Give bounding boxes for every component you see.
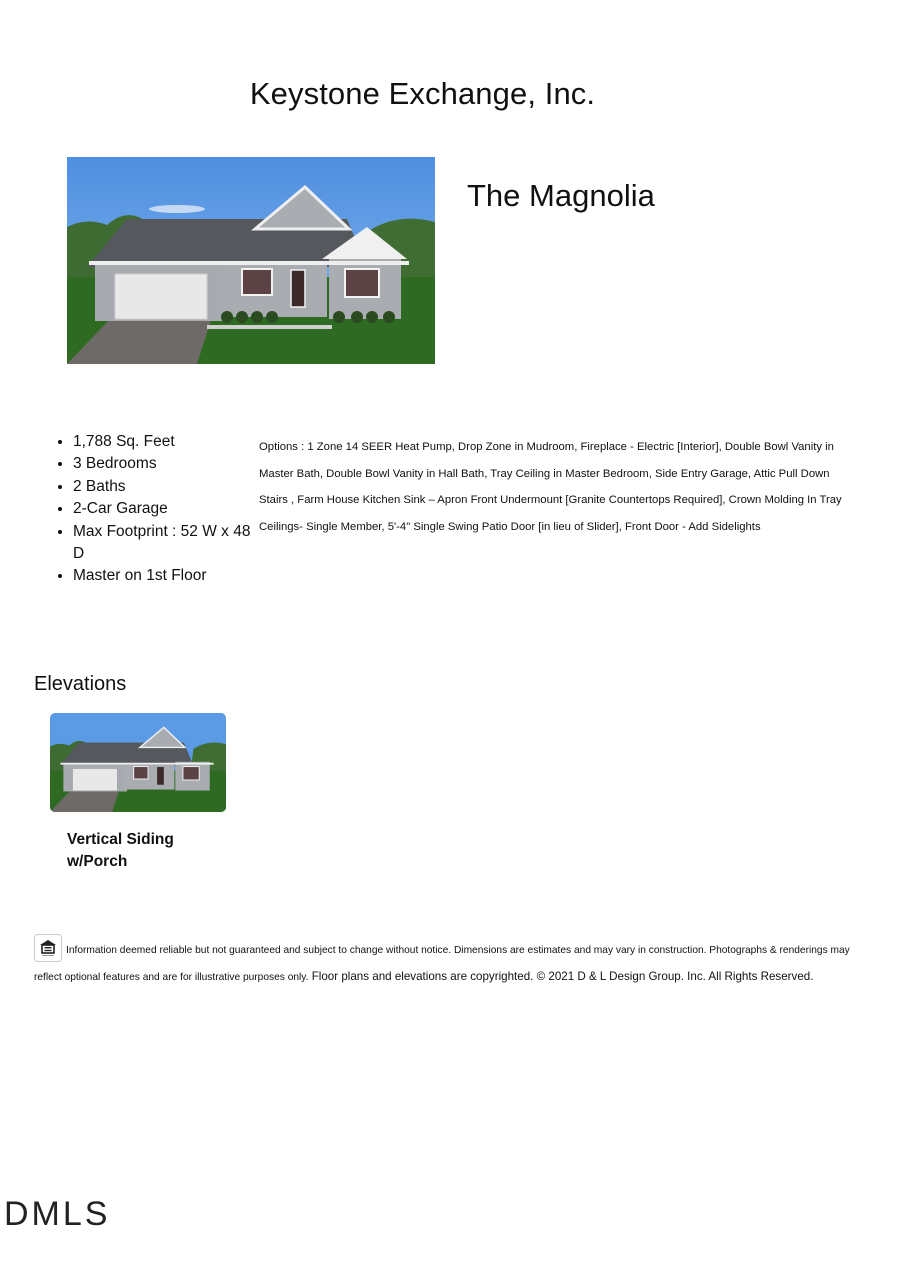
company-title: Keystone Exchange, Inc. [249, 76, 596, 111]
plan-name: The Magnolia [467, 178, 655, 213]
feature-item: • Master on 1st Floor [73, 565, 263, 587]
elevation-label[interactable]: Vertical Siding w/Porch [67, 831, 174, 870]
feature-item: • 2-Car Garage [73, 498, 263, 520]
house-rendering-icon [67, 157, 435, 364]
disclaimer-small: Information deemed reliable but not guaranteed and subject to change without notice. Dimensions are estimates and may vary in construction. Photographs & renderings may reflect optional features and are for illustrative purposes only. [34, 945, 850, 983]
feature-item: • Max Footprint : 52 W x 48 D [73, 521, 263, 566]
dmls-watermark: DMLS [4, 1195, 111, 1233]
feature-list [50, 431, 263, 588]
house-thumbnail-icon [50, 713, 226, 812]
feature-item: • 3 Bedrooms [73, 453, 263, 475]
elevation-thumbnail[interactable] [50, 713, 226, 812]
disclaimer-copyright: Floor plans and elevations are copyrighted. © 2021 D & L Design Group. Inc. All Rights Reserved. [308, 970, 814, 983]
feature-item: • 2 Baths [73, 476, 263, 498]
hero-house-image [67, 157, 435, 364]
disclaimer [34, 938, 864, 991]
elevations-heading: Elevations [34, 673, 127, 695]
feature-item: • 1,788 Sq. Feet [73, 431, 263, 453]
options-text: Options : 1 Zone 14 SEER Heat Pump, Drop Zone in Mudroom, Fireplace - Electric [Interior], Double Bowl Vanity in Master Bath, Double Bowl Vanity in Hall Bath, Tray Ceiling in Master Bedroom, Side Entry Garage, Attic Pull Down Stairs , Farm House Kitchen Sink – Apron Front Undermount [Granite Countertops Required], Crown Molding In Tray Ceilings- Single Member, 5'-4" Single Swing Patio Door [in lieu of Slider], Front Door - Add Sidelights [259, 441, 842, 533]
